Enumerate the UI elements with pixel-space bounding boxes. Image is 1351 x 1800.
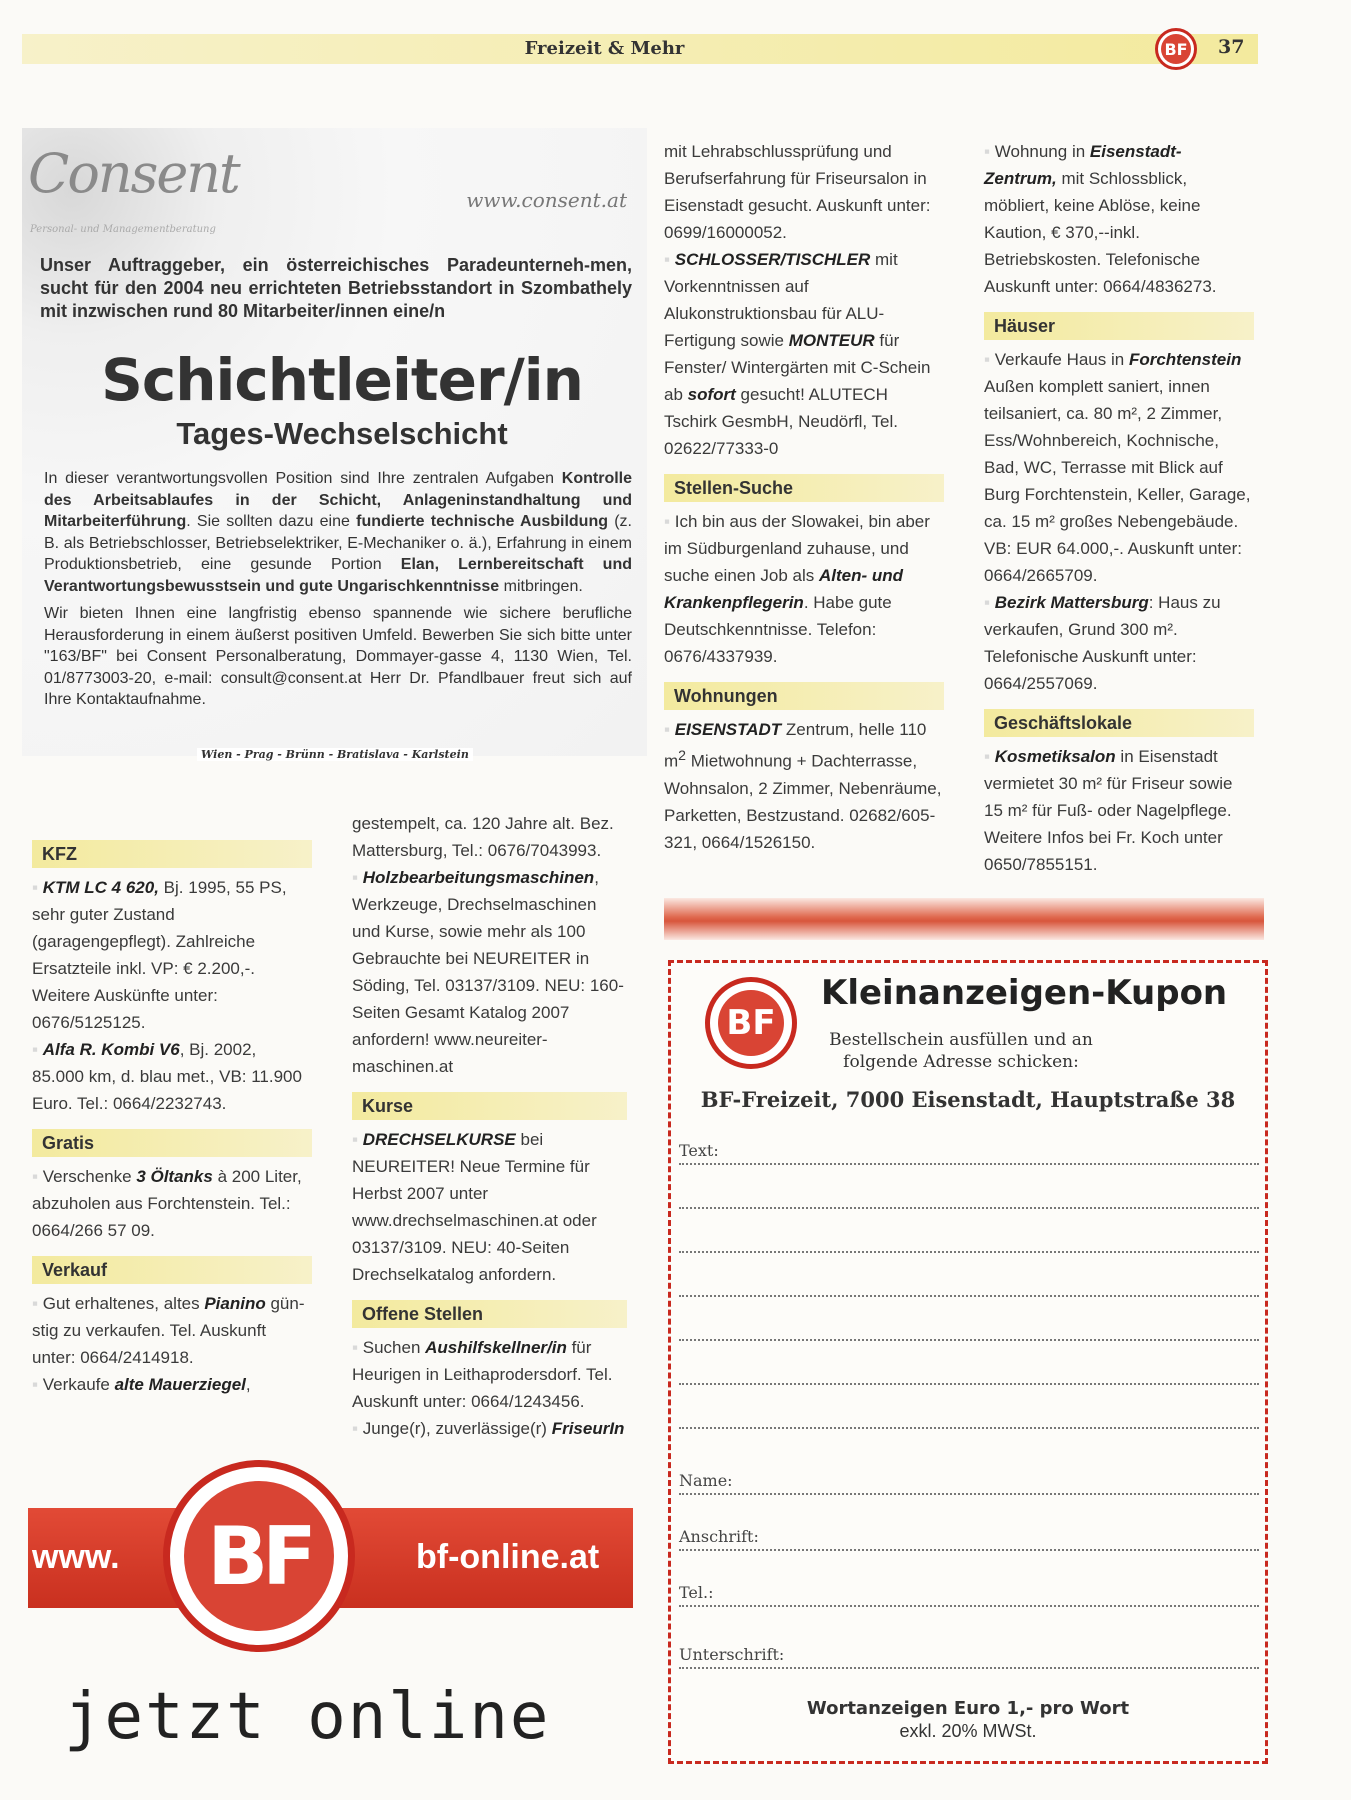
list-item: ▪ Verkaufe Haus in Forchtenstein Außen komplett saniert, innen teilsaniert, ca. 80 m², 2 Zimmer, Ess/Wohnbereich, Kochnische, Bad, WC, Terrasse mit Blick auf Burg Forchtenstein, Keller, Garage, ca. 15 m² großes Nebengebäude. VB: EUR 64.000,-. Auskunft unter: 0664/2665709.	[984, 346, 1254, 589]
consent-body	[44, 468, 632, 717]
section-head-gratis: Gratis	[32, 1129, 312, 1157]
list-item: mit Lehrabschlussprüfung und Berufserfahrung für Friseursalon in Eisenstadt gesucht. Auskunft unter: 0699/16000052.	[664, 142, 931, 242]
list-item: ▪ EISENSTADT Zentrum, helle 110 $m^2$ Mietwohnung + Dachterrasse, Wohnsalon, 2 Zimmer, Nebenräume, Parketten, Bestzustand. 02682/605-321, 0664/1526150.	[664, 716, 944, 856]
list-item: ▪ Ich bin aus der Slowakei, bin aber im Südburgenland zuhause, und suche einen Job als Alten- und Krankenpflegerin. Habe gute Deutschkenntnisse. Telefon: 0676/4337939.	[664, 508, 944, 670]
address-field[interactable]	[679, 1527, 1259, 1551]
classifieds-column-2	[352, 810, 627, 1442]
list-item: ▪ Kosmetiksalon in Eisenstadt vermietet 30 m² für Friseur sowie 15 m² für Fuß- oder Nagelpflege. Weitere Infos bei Fr. Koch unter 0650/7855151.	[984, 743, 1254, 878]
classified-coupon-form	[668, 960, 1268, 1764]
vat-note: exkl. 20% MWSt.	[899, 1721, 1037, 1741]
name-field[interactable]	[679, 1471, 1259, 1495]
consent-body-paragraph-2: Wir bieten Ihnen eine langfristig ebenso spannende wie sichere berufliche Herausforderung in einem äußerst positiven Umfeld. Bewerben Sie sich bitte unter "163/BF" bei Consent Personalberatung, Dommayer-gasse 4, 1130 Wien, Tel. 01/8773003-20, e-mail: consult@consent.at Herr Dr. Pfandlbauer freut sich auf Ihre Kontaktaufnahme.	[44, 605, 632, 708]
list-item: ▪ Suchen Aushilfskellner/in für Heurigen in Leithaprodersdorf. Tel. Auskunft unter: 0664/1243456.	[352, 1334, 627, 1415]
section-head-offene-stellen: Offene Stellen	[352, 1300, 627, 1328]
section-title: Freizeit & Mehr	[524, 38, 685, 59]
consent-body-paragraph-1: In dieser verantwortungsvollen Position sind Ihre zentralen Aufgaben Kontrolle des Arbeitsablaufes in der Schicht, Anlageninstandhaltung und Mitarbeiterführung. Sie sollten dazu eine fundierte technische Ausbildung (z. B. als Betriebschlosser, Betriebselektriker, E-Mechaniker o. ä.), Erfahrung in einem Produktionsbetrieb, eine gesunde Portion Elan, Lernbereitschaft und Verantwortungsbewusstsein und gute Ungarischkenntnisse mitbringen.	[44, 470, 632, 595]
bf-logo-text: BF	[1161, 34, 1191, 64]
signature-field-label: Unterschrift:	[679, 1645, 788, 1664]
classifieds-column-1	[32, 828, 312, 1398]
list-item: gestempelt, ca. 120 Jahre alt. Bez. Mattersburg, Tel.: 0676/7043993.	[352, 814, 614, 860]
text-field-line-5[interactable]	[679, 1317, 1259, 1341]
list-item: ▪ Gut erhaltenes, altes Pianino gün-stig zu verkaufen. Tel. Auskunft unter: 0664/2414918.	[32, 1290, 312, 1371]
section-head-wohnungen: Wohnungen	[664, 682, 944, 710]
bf-logo-icon	[705, 977, 797, 1069]
section-head-stellen-suche: Stellen-Suche	[664, 474, 944, 502]
list-item: ▪ Alfa R. Kombi V6, Bj. 2002, 85.000 km, d. blau met., VB: 11.900 Euro. Tel.: 0664/2232743.	[32, 1036, 312, 1117]
signature-field[interactable]	[679, 1645, 1259, 1669]
text-field-line-4[interactable]	[679, 1273, 1259, 1297]
section-head-kurse: Kurse	[352, 1092, 627, 1120]
list-item: ▪ Holzbearbeitungsmaschinen, Werkzeuge, Drechselmaschinen und Kurse, sowie mehr als 100 Gebrauchte bei NEUREITER in Söding, Tel. 03137/3109. NEU: 160-Seiten Gesamt Katalog 2007 anfordern! www.neureiter-maschinen.at	[352, 864, 627, 1080]
coupon-price-info	[671, 1697, 1265, 1742]
classifieds-column-3	[664, 138, 944, 856]
list-item: ▪ DRECHSELKURSE bei NEUREITER! Neue Termine für Herbst 2007 unter www.drechselmaschinen.at oder 03137/3109. NEU: 40-Seiten Drechselkatalog anfordern.	[352, 1126, 627, 1288]
text-field-line-1[interactable]	[679, 1141, 1259, 1165]
bf-logo-icon	[1155, 28, 1197, 70]
job-subtitle: Tages-Wechselschicht	[176, 416, 508, 451]
text-field-line-2[interactable]	[679, 1185, 1259, 1209]
consent-offices: Wien - Prag - Brünn - Bratislava - Karlstein	[197, 748, 473, 761]
divider-bar	[664, 898, 1264, 940]
list-item: ▪ SCHLOSSER/TISCHLER mit Vorkenntnissen auf Alukonstruktionsbau für ALU-Fertigung sowie MONTEUR für Fenster/ Wintergärten mit C-Schein ab sofort gesucht! ALUTECH Tschirk GesmbH, Neudörfl, Tel. 02622/77333-0	[664, 246, 944, 462]
text-field-line-7[interactable]	[679, 1405, 1259, 1429]
phone-field[interactable]	[679, 1583, 1259, 1607]
banner-www: www.	[32, 1538, 120, 1576]
bf-logo-text: BF	[718, 990, 784, 1056]
job-title: Schichtleiter/in	[101, 346, 583, 414]
banner-tagline: jetzt online	[64, 1680, 551, 1754]
bf-logo-icon	[163, 1460, 355, 1652]
consent-logo: Consent	[28, 142, 239, 205]
consent-url[interactable]: www.consent.at	[466, 188, 627, 212]
section-head-geschaeftslokale: Geschäftslokale	[984, 709, 1254, 737]
consent-logo-subtitle: Personal- und Managementberatung	[30, 224, 216, 235]
price-per-word: Wortanzeigen Euro 1,- pro Wort	[806, 1698, 1130, 1719]
coupon-title: Kleinanzeigen-Kupon	[821, 973, 1228, 1013]
page-number: 37	[1218, 36, 1245, 58]
classifieds-column-4	[984, 138, 1254, 878]
header-bar	[22, 34, 1258, 64]
list-item: ▪ Wohnung in Eisenstadt-Zentrum, mit Schlossblick, möbliert, keine Ablöse, keine Kaution, € 370,--inkl. Betriebskosten. Telefonische Auskunft unter: 0664/4836273.	[984, 138, 1254, 300]
bf-logo-text: BF	[184, 1481, 334, 1631]
name-field-label: Name:	[679, 1471, 737, 1490]
list-item: ▪ Bezirk Mattersburg: Haus zu verkaufen, Grund 300 m². Telefonische Auskunft unter: 0664/2557069.	[984, 589, 1254, 697]
coupon-instructions: Bestellschein ausfüllen und an folgende Adresse schicken:	[829, 1030, 1093, 1072]
consent-job-ad	[22, 128, 647, 761]
text-field-line-6[interactable]	[679, 1361, 1259, 1385]
consent-intro: Unser Auftraggeber, ein österreichisches Paradeunterneh-men, sucht für den 2004 neu errichteten Betriebsstandort in Szombathely mit inzwischen rund 80 Mitarbeiter/innen eine/n	[40, 255, 632, 321]
section-head-haeuser: Häuser	[984, 312, 1254, 340]
list-item: ▪ Verschenke 3 Öltanks à 200 Liter, abzuholen aus Forchtenstein. Tel.: 0664/266 57 09.	[32, 1163, 312, 1244]
list-item: ▪ Verkaufe alte Mauerziegel,	[32, 1371, 312, 1398]
address-field-label: Anschrift:	[679, 1527, 763, 1546]
list-item: ▪ KTM LC 4 620, Bj. 1995, 55 PS, sehr guter Zustand (garagengepflegt). Zahlreiche Ersatzteile inkl. VP: € 2.200,-. Weitere Auskünfte unter: 0676/5125125.	[32, 874, 312, 1036]
text-field-line-3[interactable]	[679, 1229, 1259, 1253]
section-head-verkauf: Verkauf	[32, 1256, 312, 1284]
coupon-address: BF-Freizeit, 7000 Eisenstadt, Hauptstraße 38	[700, 1087, 1236, 1112]
text-field-label: Text:	[679, 1141, 723, 1160]
section-head-kfz: KFZ	[32, 840, 312, 868]
list-item: ▪ Junge(r), zuverlässige(r) FriseurIn	[352, 1415, 627, 1442]
phone-field-label: Tel.:	[679, 1583, 718, 1602]
banner-domain: bf-online.at	[416, 1538, 600, 1576]
